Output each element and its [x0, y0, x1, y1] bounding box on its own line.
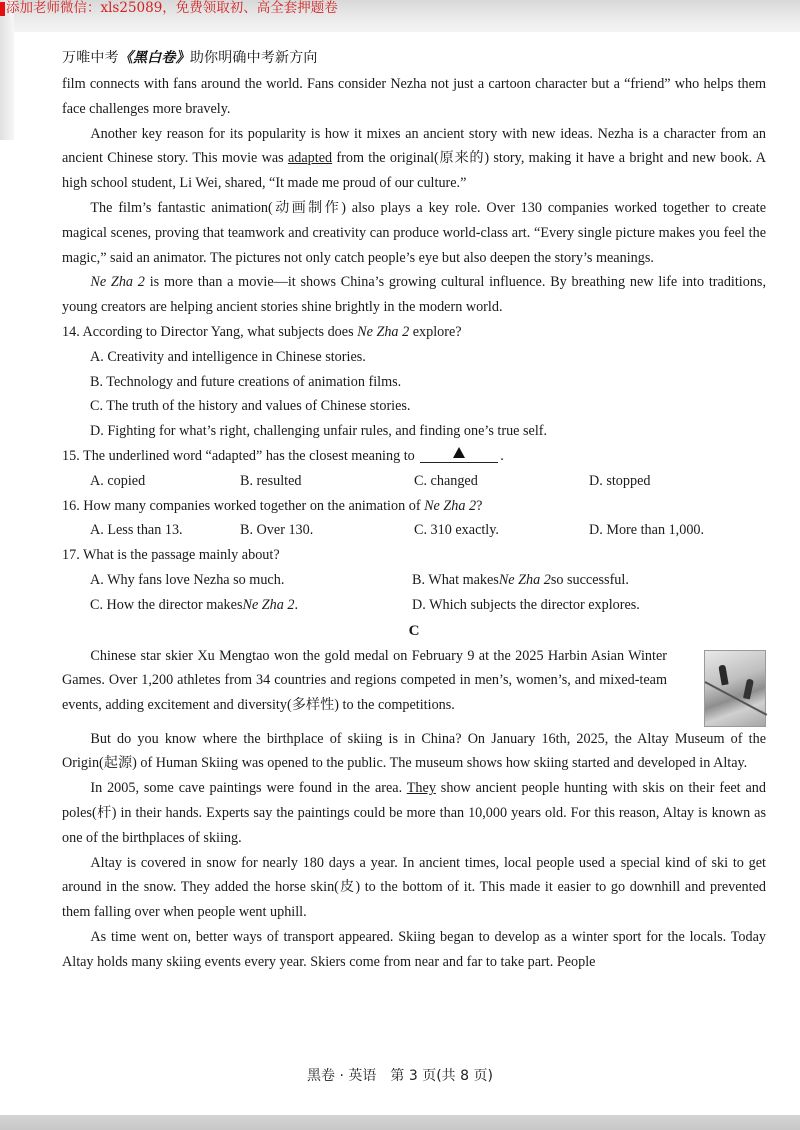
- underlined-word-adapted: adapted: [287, 150, 333, 167]
- text: How many companies worked together on the animation of: [83, 497, 425, 514]
- text: What is the passage mainly about?: [83, 547, 280, 564]
- underlined-word-they: They: [406, 780, 436, 797]
- watermark: [0, 0, 338, 16]
- slope-shape: [705, 681, 768, 716]
- question-number: 14.: [62, 323, 80, 340]
- passage-b-paragraph-1: film connects with fans around the world. Fans consider Nezha not just a cartoon character but a “friend” who helps them face challenges more bravely.: [62, 76, 766, 117]
- options-15: [62, 469, 766, 494]
- text: is more than a movie—it shows China’s growing cultural influence. By breathing new life into traditions, young creators are helping ancient stories shine brightly in the modern world.: [62, 274, 767, 316]
- passage-b-paragraph-4: [62, 270, 766, 320]
- options-16: [62, 518, 766, 543]
- text: ?: [476, 497, 483, 514]
- option-14-c: C. The truth of the history and values of Chinese stories.: [90, 398, 411, 415]
- text: In 2005, some cave paintings were found in the area.: [90, 780, 407, 797]
- option-16-a: A. Less than 13.: [90, 522, 183, 539]
- film-title: Ne Zha 2: [90, 274, 145, 291]
- option-16-c: C. 310 exactly.: [414, 522, 499, 539]
- text: B. What makes: [412, 571, 499, 588]
- film-title: Ne Zha 2: [424, 497, 477, 514]
- passage-c-paragraph-4: Altay is covered in snow for nearly 180 days a year. In ancient times, local people used a special kind of ski to get around in the snow. They added the horse skin(皮) to the bottom of it. This made it easier to go downhill and prevented them falling over when people went uphill.: [62, 854, 766, 921]
- option-15-d: D. stopped: [589, 472, 651, 489]
- question-number: 16.: [62, 497, 80, 514]
- options-17-row-1: [62, 568, 766, 593]
- question-15: [62, 444, 766, 469]
- header-prefix: 万唯中考: [62, 50, 119, 66]
- question-16: [62, 494, 766, 519]
- option-16-d: D. More than 1,000.: [589, 522, 705, 539]
- question-number: 15.: [62, 447, 80, 464]
- option-17-c: [90, 593, 412, 618]
- passage-c-paragraph-2: But do you know where the birthplace of skiing is in China? On January 16th, 2025, the Altay Museum of the Origin(起源) of Human Skiing was opened to the public. The museum shows how skiing started and developed in Altay.: [62, 730, 766, 772]
- text: show ancient people hunting with skis on their feet and poles(杆) in their hands. Experts say the paintings could be more than 10,000 years old. For this reason, Altay is known as one of the birthplaces of skiing.: [62, 780, 766, 846]
- header-brand: 《黑白卷》: [118, 50, 190, 66]
- option-15-a: A. copied: [90, 472, 146, 489]
- scan-shadow-bottom: [0, 1115, 800, 1130]
- option-14-d: D. Fighting for what’s right, challenging unfair rules, and finding one’s true self.: [90, 423, 548, 440]
- text: explore?: [409, 323, 462, 340]
- option-17-a: [90, 568, 412, 593]
- page-content: [62, 72, 766, 975]
- text: C. How the director makes: [90, 596, 243, 613]
- text: .: [294, 596, 299, 613]
- option-14-a: A. Creativity and intelligence in Chinese stories.: [90, 348, 366, 365]
- options-17-row-2: [62, 593, 766, 618]
- passage-b-paragraph-2: [62, 122, 766, 196]
- page-header: [62, 47, 318, 67]
- text: Another key reason for its popularity is how it mixes an ancient story with new ideas. Nezha is a character from an ancient Chinese story. This movie was: [62, 125, 766, 167]
- header-suffix: 助你明确中考新方向: [189, 50, 318, 66]
- text: so successful.: [550, 571, 629, 588]
- option-16-b: B. Over 130.: [240, 522, 314, 539]
- watermark-marker: [0, 2, 5, 16]
- film-title: Ne Zha 2: [242, 596, 295, 613]
- passage-c-paragraph-1: Chinese star skier Xu Mengtao won the gold medal on February 9 at the 2025 Harbin Asian Winter Games. Over 1,200 athletes from 34 countries and regions competed in men’s, women’s, and mixed-team events, adding excitement and diversity(多样性) to the competitions.: [62, 647, 667, 714]
- passage-c-paragraph-3: [62, 776, 766, 850]
- watermark-text: 添加老师微信：xls25089，免费领取初、高全套押题卷: [6, 0, 338, 16]
- question-14: [62, 320, 766, 345]
- section-heading-c: C: [408, 622, 420, 639]
- answer-blank: [420, 446, 498, 463]
- question-number: 17.: [62, 547, 80, 564]
- passage-c-intro: [62, 644, 766, 727]
- scan-shadow-left: [0, 0, 14, 140]
- option-14-b: B. Technology and future creations of animation films.: [90, 373, 402, 390]
- skier-figure: [743, 678, 754, 699]
- text: from the original(原来的) story, making it have a bright and new book. A high school student, Li Wei, shared, “It made me proud of our culture.”: [62, 150, 766, 192]
- option-15-c: C. changed: [414, 472, 478, 489]
- text: A. Why fans love Nezha so much.: [90, 571, 285, 588]
- option-17-d: [412, 593, 640, 618]
- passage-c-paragraph-5: As time went on, better ways of transport appeared. Skiing began to develop as a winter sport for the locals. Today Altay holds many skiing events every year. Skiers come from near and far to take part. People: [62, 928, 766, 970]
- text: According to Director Yang, what subjects does: [82, 323, 358, 340]
- film-title: Ne Zha 2: [357, 323, 410, 340]
- triangle-icon: [453, 447, 465, 458]
- skiers-photo: [704, 650, 766, 727]
- film-title: Ne Zha 2: [498, 571, 551, 588]
- text: The underlined word “adapted” has the closest meaning to: [83, 447, 415, 464]
- option-15-b: B. resulted: [240, 472, 302, 489]
- passage-b-paragraph-3: The film’s fantastic animation(动画制作) also plays a key role. Over 130 companies worked together to create magical scenes, proving that teamwork and creativity can produce world-class art. “Every single picture makes you feel the magic,” said an animator. The pictures not only catch people’s eye but also deepen the story’s meanings.: [62, 199, 766, 266]
- option-17-b: [412, 568, 629, 593]
- question-17: [62, 543, 766, 568]
- text: D. Which subjects the director explores.: [412, 596, 640, 613]
- text: .: [500, 447, 504, 464]
- skier-figure: [718, 664, 728, 685]
- page-footer: 黑卷 · 英语 第 3 页(共 8 页): [307, 1068, 493, 1084]
